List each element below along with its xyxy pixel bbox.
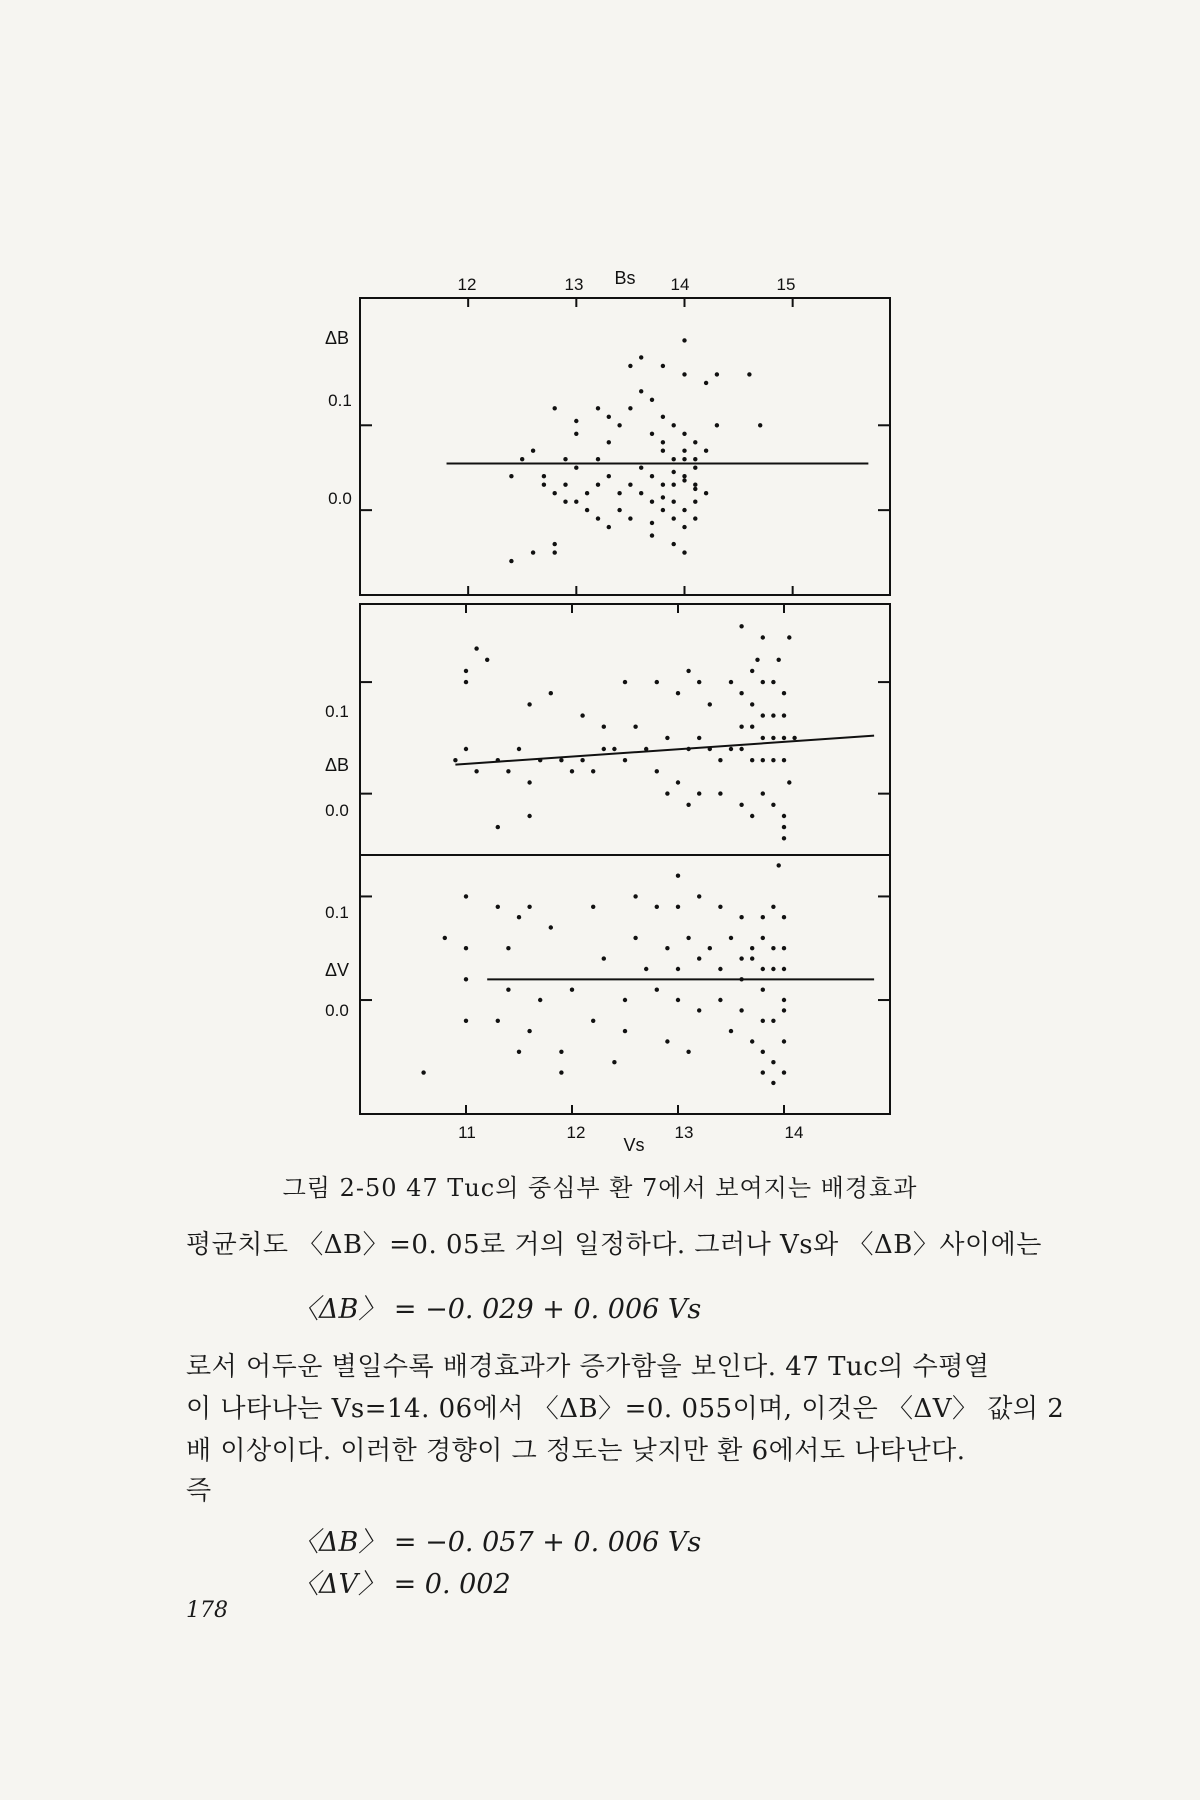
top-data-point — [682, 449, 686, 453]
top-data-point — [682, 550, 686, 554]
bottom-data-point — [761, 1050, 765, 1054]
top-data-point — [596, 516, 600, 520]
middle-data-point — [755, 658, 759, 662]
middle-data-point — [474, 769, 478, 773]
bottom-x-tick-label: 12 — [566, 1123, 586, 1142]
top-data-point — [661, 508, 665, 512]
bottom-data-point — [686, 1050, 690, 1054]
top-data-point — [553, 491, 557, 495]
bottom-data-point — [665, 1039, 669, 1043]
top-data-point — [704, 491, 708, 495]
top-data-point — [607, 525, 611, 529]
middle-data-point — [506, 769, 510, 773]
middle-data-point — [697, 736, 701, 740]
middle-data-point — [782, 814, 786, 818]
middle-data-point — [464, 747, 468, 751]
bottom-data-point — [559, 1070, 563, 1074]
middle-data-point — [665, 791, 669, 795]
bottom-data-point — [527, 905, 531, 909]
top-data-point — [661, 495, 665, 499]
top-data-point — [682, 478, 686, 482]
bottom-data-point — [782, 1039, 786, 1043]
bottom-data-point — [644, 967, 648, 971]
bottom-data-point — [421, 1070, 425, 1074]
top-data-point — [617, 423, 621, 427]
top-data-point — [639, 491, 643, 495]
bottom-data-point — [633, 936, 637, 940]
middle-data-point — [464, 669, 468, 673]
middle-data-point — [771, 713, 775, 717]
middle-data-point — [633, 725, 637, 729]
top-data-point — [650, 474, 654, 478]
middle-data-point — [686, 803, 690, 807]
paragraph-2-line: 이 나타나는 Vs=14. 06에서 〈ΔB〉=0. 055이며, 이것은 〈ΔV〉 값의 2 — [186, 1394, 1065, 1424]
bottom-data-point — [676, 874, 680, 878]
top-data-point — [715, 372, 719, 376]
bottom-data-point — [665, 946, 669, 950]
middle-data-point — [739, 624, 743, 628]
middle-data-point — [761, 758, 765, 762]
middle-data-point — [739, 725, 743, 729]
top-data-point — [574, 432, 578, 436]
top-data-point — [715, 423, 719, 427]
bottom-data-point — [633, 894, 637, 898]
middle-data-point — [527, 702, 531, 706]
top-data-point — [661, 483, 665, 487]
middle-data-point — [750, 814, 754, 818]
bottom-data-point — [559, 1050, 563, 1054]
middle-y-tick-label: 0.1 — [325, 702, 349, 721]
top-data-point — [520, 457, 524, 461]
top-x-tick-label: 14 — [670, 275, 690, 294]
bottom-data-point — [750, 1039, 754, 1043]
top-data-point — [639, 355, 643, 359]
bottom-data-point — [782, 1070, 786, 1074]
bottom-data-point — [761, 988, 765, 992]
middle-data-point — [655, 769, 659, 773]
top-data-point — [607, 474, 611, 478]
bottom-data-point — [729, 1029, 733, 1033]
top-data-point — [650, 432, 654, 436]
bottom-data-point — [771, 1081, 775, 1085]
page-number: 178 — [186, 1598, 228, 1623]
bottom-data-point — [761, 915, 765, 919]
middle-data-point — [538, 758, 542, 762]
bottom-data-point — [591, 905, 595, 909]
top-panel-frame — [360, 298, 890, 595]
middle-data-point — [686, 747, 690, 751]
bottom-data-point — [718, 998, 722, 1002]
top-data-point — [682, 372, 686, 376]
top-data-point — [672, 457, 676, 461]
middle-data-point — [549, 691, 553, 695]
top-data-point — [596, 406, 600, 410]
top-data-point — [553, 406, 557, 410]
top-data-point — [682, 338, 686, 342]
bottom-data-point — [782, 998, 786, 1002]
bottom-data-point — [782, 1008, 786, 1012]
bottom-data-point — [729, 936, 733, 940]
middle-data-point — [686, 669, 690, 673]
middle-data-point — [782, 758, 786, 762]
top-data-point — [563, 457, 567, 461]
bottom-data-point — [655, 905, 659, 909]
top-data-point — [607, 440, 611, 444]
top-y-axis-label: ΔB — [324, 328, 350, 348]
top-data-point — [672, 470, 676, 474]
top-data-point — [682, 432, 686, 436]
middle-data-point — [580, 758, 584, 762]
bottom-data-point — [570, 988, 574, 992]
bottom-data-point — [506, 988, 510, 992]
middle-data-point — [761, 680, 765, 684]
top-data-point — [553, 550, 557, 554]
top-data-point — [682, 474, 686, 478]
top-data-point — [650, 533, 654, 537]
middle-data-point — [697, 680, 701, 684]
middle-data-point — [718, 758, 722, 762]
middle-data-point — [750, 758, 754, 762]
middle-data-point — [612, 747, 616, 751]
middle-data-point — [782, 736, 786, 740]
equation-2: 〈ΔB〉 = −0. 057 + 0. 006 Vs — [292, 1527, 702, 1558]
top-data-point — [617, 491, 621, 495]
top-data-point — [628, 516, 632, 520]
middle-data-point — [739, 803, 743, 807]
middle-data-point — [623, 680, 627, 684]
middle-data-point — [559, 758, 563, 762]
middle-data-point — [718, 791, 722, 795]
bottom-data-point — [676, 967, 680, 971]
middle-data-point — [782, 713, 786, 717]
bottom-x-tick-label: 14 — [784, 1123, 804, 1142]
top-x-tick-label: 12 — [457, 275, 477, 294]
top-data-point — [607, 415, 611, 419]
middle-data-point — [570, 769, 574, 773]
bottom-data-point — [527, 1029, 531, 1033]
middle-data-point — [761, 791, 765, 795]
bottom-data-point — [739, 1008, 743, 1012]
bottom-data-point — [771, 1019, 775, 1023]
bottom-data-point — [496, 905, 500, 909]
top-data-point — [682, 508, 686, 512]
bottom-y-tick-label: 0.0 — [325, 1001, 349, 1020]
bottom-data-point — [761, 1070, 765, 1074]
top-data-point — [639, 466, 643, 470]
top-data-point — [509, 474, 513, 478]
top-data-point — [693, 516, 697, 520]
bottom-data-point — [676, 905, 680, 909]
top-data-point — [574, 419, 578, 423]
top-data-point — [693, 483, 697, 487]
middle-data-point — [750, 725, 754, 729]
bottom-data-point — [771, 1060, 775, 1064]
paragraph-2-line: 즉 — [186, 1476, 212, 1506]
top-data-point — [693, 487, 697, 491]
middle-data-point — [623, 758, 627, 762]
bottom-data-point — [761, 967, 765, 971]
middle-data-point — [602, 725, 606, 729]
middle-data-point — [787, 635, 791, 639]
top-x-tick-label: 15 — [776, 275, 796, 294]
top-data-point — [661, 440, 665, 444]
bottom-data-point — [443, 936, 447, 940]
middle-data-point — [591, 769, 595, 773]
bottom-data-point — [506, 946, 510, 950]
bottom-data-point — [782, 946, 786, 950]
middle-data-point — [474, 646, 478, 650]
top-data-point — [650, 398, 654, 402]
middle-data-point — [697, 791, 701, 795]
chart-marks — [360, 298, 890, 1114]
top-y-tick-label: 0.0 — [328, 489, 352, 508]
top-data-point — [563, 500, 567, 504]
middle-data-point — [787, 780, 791, 784]
top-data-point — [639, 389, 643, 393]
bottom-data-point — [771, 946, 775, 950]
top-data-point — [596, 457, 600, 461]
bottom-data-point — [697, 1008, 701, 1012]
bottom-data-point — [777, 863, 781, 867]
bottom-data-point — [464, 1019, 468, 1023]
middle-data-point — [771, 803, 775, 807]
bottom-data-point — [517, 1050, 521, 1054]
top-data-point — [574, 466, 578, 470]
top-data-point — [617, 508, 621, 512]
middle-data-point — [644, 747, 648, 751]
middle-data-point — [517, 747, 521, 751]
top-data-point — [574, 500, 578, 504]
middle-data-point — [739, 747, 743, 751]
top-data-point — [693, 457, 697, 461]
middle-data-point — [771, 680, 775, 684]
bottom-data-point — [771, 905, 775, 909]
top-data-point — [553, 542, 557, 546]
middle-data-point — [750, 669, 754, 673]
bottom-data-point — [761, 1019, 765, 1023]
middle-data-point — [527, 814, 531, 818]
top-data-point — [672, 542, 676, 546]
middle-data-point — [761, 713, 765, 717]
top-data-point — [596, 483, 600, 487]
bottom-x-tick-label: 11 — [458, 1123, 476, 1142]
top-data-point — [672, 423, 676, 427]
bottom-data-point — [782, 915, 786, 919]
middle-data-point — [729, 680, 733, 684]
bottom-data-point — [464, 894, 468, 898]
top-data-point — [661, 415, 665, 419]
middle-data-point — [708, 747, 712, 751]
bottom-data-point — [782, 967, 786, 971]
bottom-data-point — [538, 998, 542, 1002]
bottom-data-point — [697, 894, 701, 898]
top-data-point — [682, 525, 686, 529]
top-data-point — [628, 483, 632, 487]
bottom-data-point — [464, 946, 468, 950]
bottom-data-point — [496, 1019, 500, 1023]
bottom-data-point — [697, 956, 701, 960]
middle-data-point — [527, 780, 531, 784]
top-data-point — [650, 500, 654, 504]
top-data-point — [661, 364, 665, 368]
top-data-point — [563, 483, 567, 487]
top-data-point — [628, 364, 632, 368]
top-data-point — [693, 466, 697, 470]
middle-data-point — [464, 680, 468, 684]
middle-data-point — [792, 736, 796, 740]
bottom-data-point — [464, 977, 468, 981]
top-data-point — [585, 508, 589, 512]
top-data-point — [704, 449, 708, 453]
top-data-point — [531, 449, 535, 453]
middle-data-point — [655, 680, 659, 684]
paragraph-2-line: 로서 어두운 별일수록 배경효과가 증가함을 보인다. 47 Tuc의 수평열 — [186, 1352, 990, 1382]
top-data-point — [693, 440, 697, 444]
top-data-point — [509, 559, 513, 563]
middle-data-point — [771, 736, 775, 740]
middle-data-point — [750, 702, 754, 706]
middle-y-tick-label: 0.0 — [325, 801, 349, 820]
bottom-data-point — [761, 936, 765, 940]
bottom-data-point — [591, 1019, 595, 1023]
top-data-point — [531, 550, 535, 554]
bottom-data-point — [623, 998, 627, 1002]
middle-data-point — [761, 635, 765, 639]
bottom-data-point — [549, 925, 553, 929]
bottom-data-point — [718, 905, 722, 909]
top-data-point — [747, 372, 751, 376]
bottom-data-point — [739, 915, 743, 919]
top-data-point — [682, 457, 686, 461]
top-x-tick-label: 13 — [564, 275, 584, 294]
bottom-y-tick-label: 0.1 — [325, 903, 349, 922]
figure-caption: 그림 2-50 47 Tuc의 중심부 환 7에서 보여지는 배경효과 — [282, 1174, 918, 1202]
top-data-point — [672, 483, 676, 487]
middle-data-point — [771, 758, 775, 762]
middle-data-point — [602, 747, 606, 751]
bottom-data-point — [676, 998, 680, 1002]
middle-data-point — [676, 691, 680, 695]
paragraph-2-line: 배 이상이다. 이러한 경향이 그 정도는 낮지만 환 6에서도 나타난다. — [186, 1436, 966, 1466]
top-y-tick-label: 0.1 — [328, 391, 352, 410]
bottom-data-point — [718, 967, 722, 971]
top-data-point — [628, 406, 632, 410]
middle-data-point — [665, 736, 669, 740]
top-data-point — [585, 491, 589, 495]
top-x-axis-label: Bs — [614, 268, 636, 288]
middle-data-point — [782, 836, 786, 840]
bottom-x-tick-label: 13 — [674, 1123, 694, 1142]
middle-data-point — [485, 658, 489, 662]
middle-data-point — [761, 736, 765, 740]
top-data-point — [650, 521, 654, 525]
bottom-data-point — [612, 1060, 616, 1064]
middle-data-point — [496, 758, 500, 762]
bottom-data-point — [771, 967, 775, 971]
top-data-point — [758, 423, 762, 427]
bottom-data-point — [623, 1029, 627, 1033]
bottom-data-point — [517, 915, 521, 919]
middle-data-point — [729, 747, 733, 751]
middle-data-point — [739, 691, 743, 695]
top-data-point — [542, 474, 546, 478]
paragraph-1: 평균치도 〈ΔB〉=0. 05로 거의 일정하다. 그러나 Vs와 〈ΔB〉사이에는 — [186, 1230, 1042, 1260]
bottom-data-point — [602, 956, 606, 960]
top-data-point — [693, 500, 697, 504]
top-data-point — [704, 381, 708, 385]
bottom-x-axis-label: Vs — [623, 1135, 645, 1155]
bottom-data-point — [708, 946, 712, 950]
top-data-point — [672, 500, 676, 504]
bottom-data-point — [739, 956, 743, 960]
middle-data-point — [782, 691, 786, 695]
middle-data-point — [453, 758, 457, 762]
bottom-y-axis-label: ΔV — [324, 960, 350, 980]
middle-y-axis-label: ΔB — [324, 755, 350, 775]
bottom-data-point — [750, 946, 754, 950]
middle-data-point — [782, 825, 786, 829]
middle-data-point — [676, 780, 680, 784]
bottom-data-point — [655, 988, 659, 992]
top-data-point — [542, 483, 546, 487]
bottom-data-point — [686, 936, 690, 940]
bottom-data-point — [750, 956, 754, 960]
top-data-point — [661, 449, 665, 453]
middle-data-point — [496, 825, 500, 829]
middle-data-point — [580, 713, 584, 717]
bottom-data-point — [739, 977, 743, 981]
top-data-point — [672, 516, 676, 520]
equation-1: 〈ΔB〉 = −0. 029 + 0. 006 Vs — [292, 1294, 702, 1325]
middle-data-point — [708, 702, 712, 706]
equation-3: 〈ΔV〉 = 0. 002 — [292, 1569, 511, 1600]
middle-data-point — [777, 658, 781, 662]
